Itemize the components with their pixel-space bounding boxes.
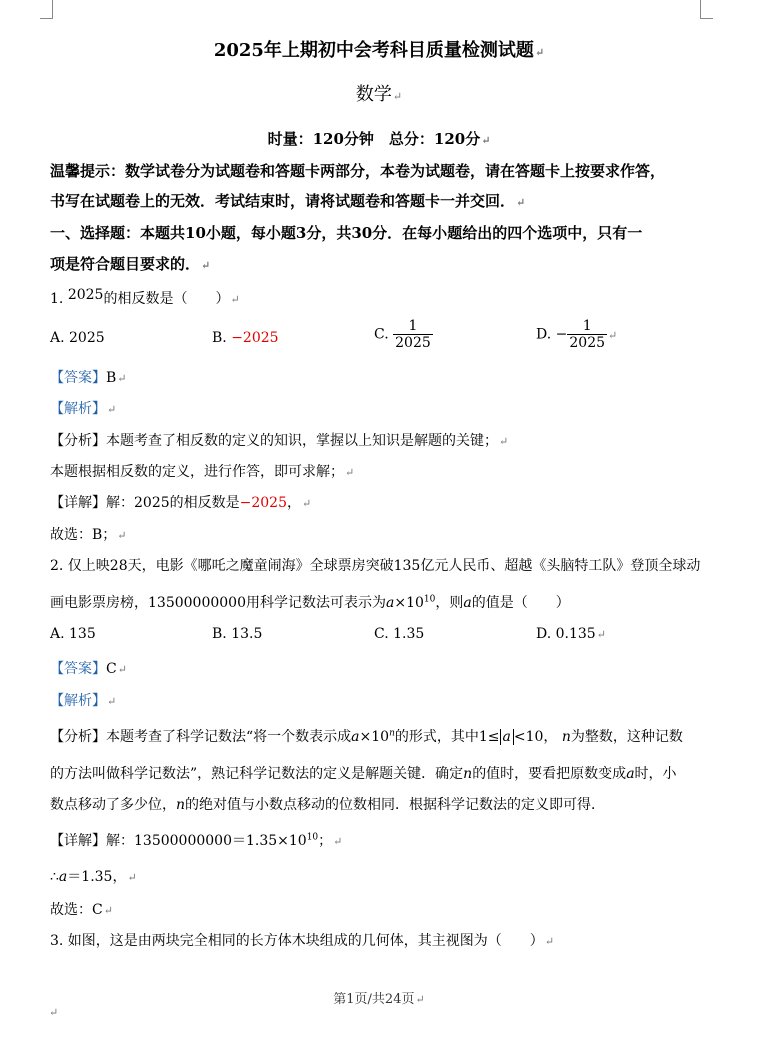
q2-stem-line-1: 2. 仅上映28天，电影《哪吒之魔童闹海》全球票房突破135亿元人民币、超越《头脑特工队》登顶全球动 [50, 558, 701, 574]
q2-choice: 故选：C↵ [50, 902, 113, 918]
tips-line-1: 温馨提示：数学试卷分为试题卷和答题卡两部分，本卷为试题卷，请在答题卡上按要求作答， [50, 162, 666, 180]
q2-answer: 【答案】C↵ [50, 661, 127, 677]
q1-stem: 1. 2025的相反数是（ ）↵ [50, 287, 240, 307]
q2-stem-line-2: 画电影票房榜，13500000000用科学记数法可表示为$a\times 10^{10}$，则a的值是（ ） [50, 594, 570, 611]
time-info: 时量：120分钟 总分：120分↵ [267, 130, 491, 148]
q2-option-d: D. 0.135↵ [536, 626, 606, 642]
tips-line-2: 书写在试题卷上的无效．考试结束时，请将试题卷和答题卡一并交回．↵ [50, 192, 526, 210]
section1-line-1: 一、选择题：本题共10小题，每小题3分，共30分．在每小题给出的四个选项中，只有一 [50, 224, 643, 242]
q2-fenxi-line-2: 的方法叫做科学记数法”，熟记科学记数法的定义是解题关键．确定n的值时，要看把原数变成a时，小 [50, 766, 677, 782]
exam-title: 2025年上期初中会考科目质量检测试题↵ [213, 40, 545, 61]
q1-option-c: C. $\frac{1}{2025}$ [374, 318, 431, 351]
page-footer: 第1页/共24页↵ [333, 992, 425, 1007]
q1-fenxi: 【分析】本题考查了相反数的定义的知识，掌握以上知识是解题的关键；↵ [50, 433, 509, 449]
q2-fenxi-line-1: 【分析】本题考查了科学记数法“将一个数表示成$a\times 10^n$的形式，其中1≤ a <10， n为整数，这种记数 [50, 728, 683, 745]
crop-mark-top-right [700, 0, 713, 19]
q1-fenxi-2: 本题根据相反数的定义，进行作答，即可求解；↵ [50, 464, 355, 480]
q1-option-a: A. 2025 [50, 330, 105, 346]
subject-title: 数学↵ [355, 84, 403, 105]
q2-option-c: C. 1.35 [374, 626, 425, 642]
q2-analysis-tag: 【解析】↵ [50, 693, 117, 709]
q1-option-d: D. − $\frac{1}{2025}$ ↵ [536, 318, 618, 351]
section1-line-2: 项是符合题目要求的．↵ [50, 255, 211, 273]
q2-option-b: B. 13.5 [212, 626, 263, 642]
q1-answer: 【答案】B↵ [50, 370, 127, 386]
end-paragraph-mark: ↵ [49, 1006, 59, 1019]
crop-mark-top-left [40, 0, 53, 19]
q1-option-b: B. −2025 [212, 330, 279, 346]
q2-fenxi-line-3: 数点移动了多少位，n的绝对值与小数点移动的位数相同．根据科学记数法的定义即可得． [50, 797, 606, 813]
q2-detail: 【详解】解：$13500000000=1.35\times 10^{10}$；↵ [50, 832, 343, 849]
q2-option-a: A. 135 [50, 626, 96, 642]
q3-stem: 3. 如图，这是由两块完全相同的长方体木块组成的几何体，其主视图为（ ）↵ [50, 933, 555, 949]
q1-choice: 故选：B；↵ [50, 527, 127, 543]
q1-detail: 【详解】解：2025的相反数是−2025，↵ [50, 495, 312, 511]
q1-analysis-tag: 【解析】↵ [50, 401, 117, 417]
q2-therefore: ∴a＝1.35，↵ [50, 869, 137, 885]
